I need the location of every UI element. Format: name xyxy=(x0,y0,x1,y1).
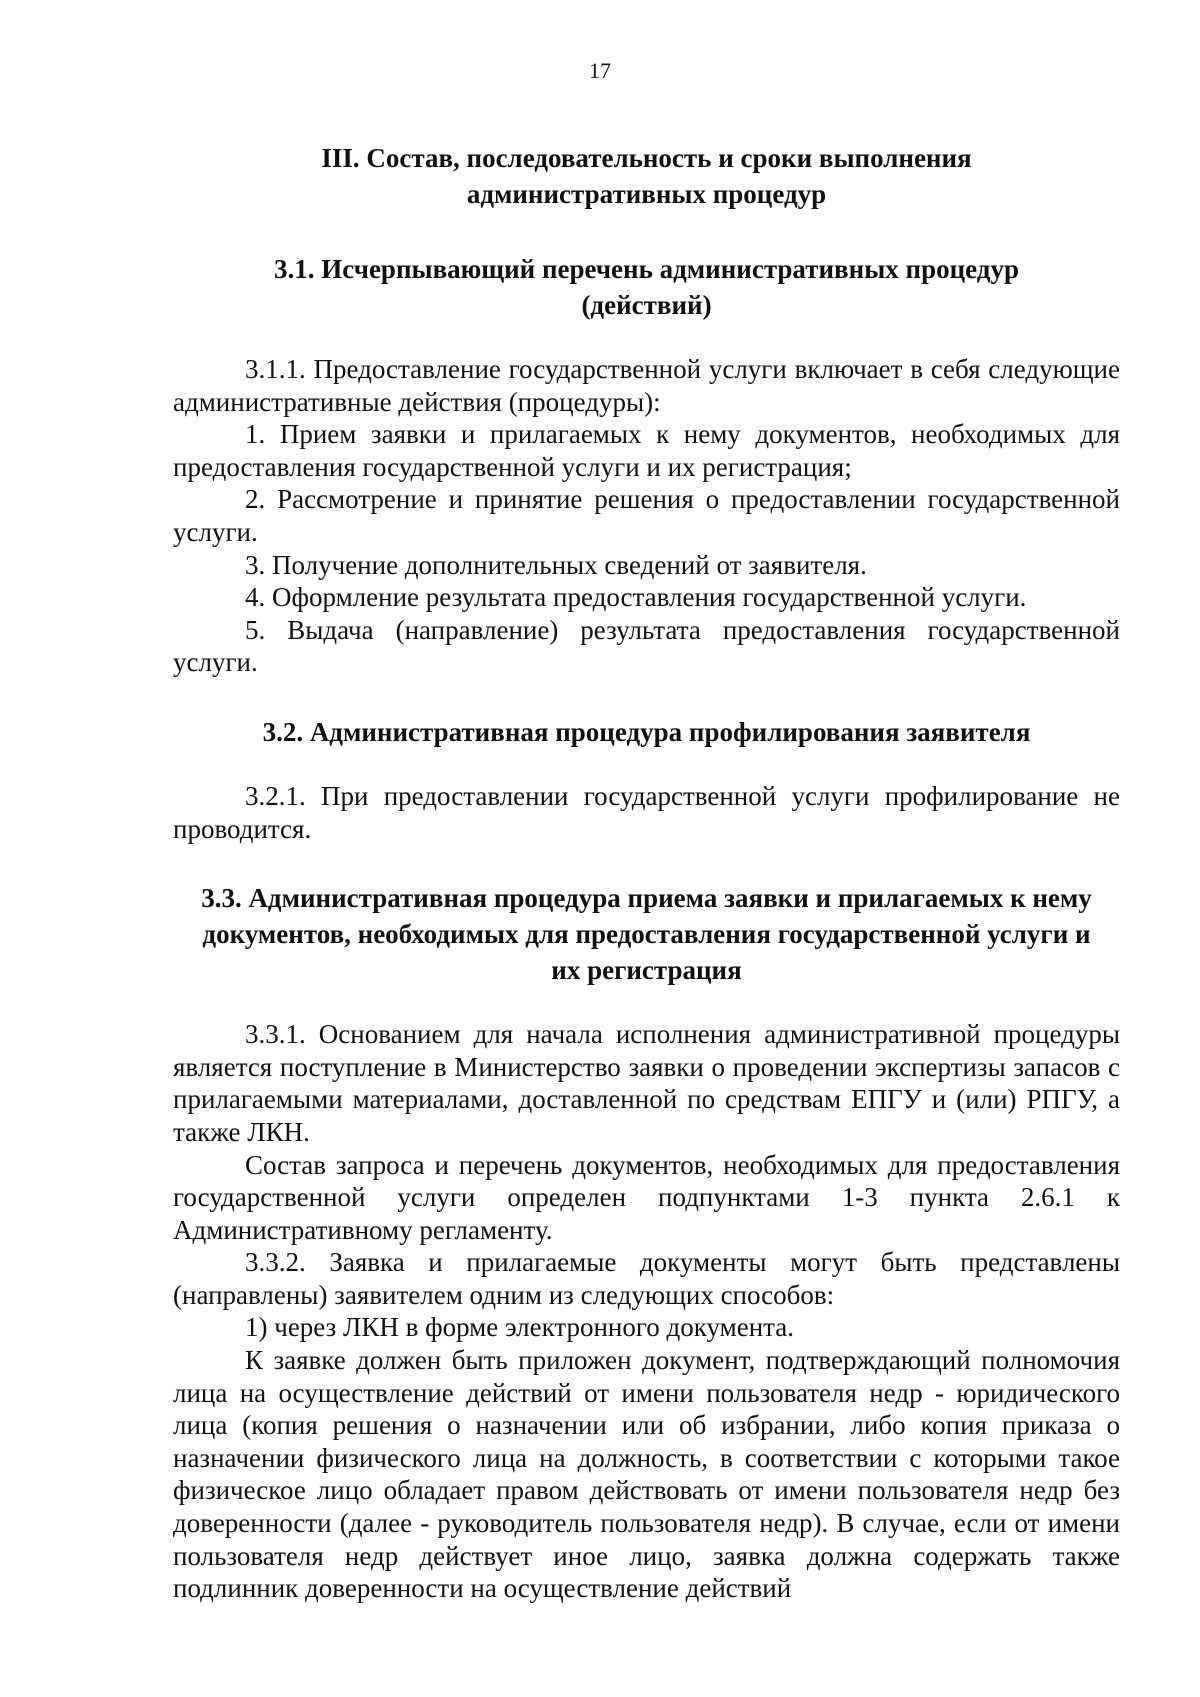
subsection-3-3-title xyxy=(173,880,1120,988)
subsection-title-line: их регистрация xyxy=(551,955,742,986)
section-title xyxy=(173,140,1120,212)
list-item-2: 2. Рассмотрение и принятие решения о предоставлении государственной услуги. xyxy=(173,484,1120,547)
section-title-line: административных процедур xyxy=(466,179,827,209)
paragraph-request-composition: Состав запроса и перечень документов, необходимых для предоставления государственной услуги определен подпунктами 1-3 пункта 2.6.1 к Административному регламенту. xyxy=(173,1149,1120,1245)
subsection-3-1-title xyxy=(173,251,1120,323)
section-title-line: III. Состав, последовательность и сроки выполнения xyxy=(321,143,972,173)
document-body xyxy=(173,140,1120,1605)
page-number: 17 xyxy=(589,58,611,83)
list-item-5: 5. Выдача (направление) результата предоставления государственной услуги. xyxy=(173,614,1120,678)
subsection-3-2-title xyxy=(173,714,1120,750)
paragraph-3-3-1: 3.3.1. Основанием для начала исполнения административной процедуры является поступление в Министерство заявки о проведении экспертизы запасов с прилагаемыми материалами, доставленной по средствам ЕПГУ и (или) РПГУ, а также ЛКН. xyxy=(173,1019,1120,1147)
paragraph-3-1-1: 3.1.1. Предоставление государственной услуги включает в себя следующие административные действия (процедуры): xyxy=(173,354,1120,417)
paragraph-method-1: 1) через ЛКН в форме электронного документа. xyxy=(245,1312,795,1343)
subsection-title-line: документов, необходимых для предоставления государственной услуги и xyxy=(202,919,1091,950)
paragraph-3-3-2: 3.3.2. Заявка и прилагаемые документы могут быть представлены (направлены) заявителем одним из следующих способов: xyxy=(173,1247,1120,1310)
list-item-1: 1. Прием заявки и прилагаемых к нему документов, необходимых для предоставления государственной услуги и их регистрация; xyxy=(173,419,1120,482)
subsection-title-line: 3.3. Административная процедура приема заявки и прилагаемых к нему xyxy=(201,883,1092,914)
subsection-title-line: 3.1. Исчерпывающий перечень административных процедур xyxy=(274,254,1019,284)
list-item-4: 4. Оформление результата предоставления государственной услуги. xyxy=(245,582,1027,613)
subsection-title-line: 3.2. Административная процедура профилирования заявителя xyxy=(262,716,1031,747)
paragraph-3-2-1: 3.2.1. При предоставлении государственной услуги профилирование не проводится. xyxy=(173,780,1120,844)
list-item-3: 3. Получение дополнительных сведений от заявителя. xyxy=(245,549,867,580)
subsection-title-line: (действий) xyxy=(581,290,712,320)
paragraph-authority-document: К заявке должен быть приложен документ, подтверждающий полномочия лица на осуществление действий от имени пользователя недр - юридического лица (копия решения о назначении или об избрании, либо копия приказа о назначении физического лица на должность, в соответствии с которыми такое физическое лицо обладает правом действовать от имени пользователя недр без доверенности (далее - руководитель пользователя недр). В случае, если от имени пользователя недр действует иное лицо, заявка должна содержать также подлинник доверенности на осуществление действий xyxy=(173,1345,1120,1604)
